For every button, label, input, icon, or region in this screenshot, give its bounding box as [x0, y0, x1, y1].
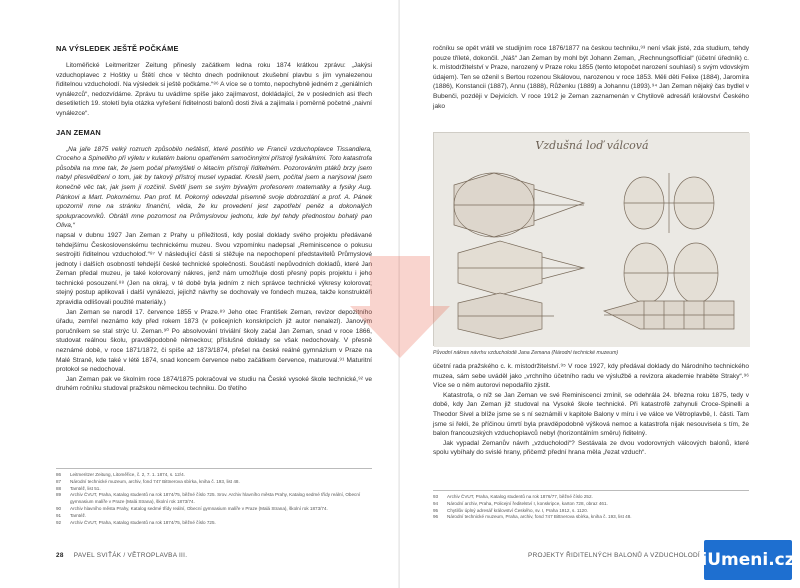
- footnote: 91 Tamtéž.: [56, 512, 87, 518]
- footnotes-left: [56, 468, 372, 526]
- footnote: 96 Národní technické muzeum, Praha, archiv, fond 747 Bittnerova sbírka, kniha č. 193, list 48.: [433, 514, 632, 520]
- page-footer-right: [528, 552, 700, 559]
- airship-drawing-illustration: [434, 133, 750, 347]
- section-title-jan-zeman: JAN ZEMAN: [56, 127, 101, 137]
- left-column: [56, 44, 372, 394]
- paragraph: účetní rada pražského c. k. místodržitelství.⁹⁵ V roce 1927, kdy předával doklady do Národního technického muzea, sám sebe uváděl jako „vrchního účetního radu ve výslužbě a revizora akademie hraběte Straky“.⁹⁶ Více se o něm autorovi nepodařilo zjistit.: [433, 363, 749, 390]
- brand-logo[interactable]: iUmeni.cz: [704, 540, 792, 580]
- right-column-top: [433, 44, 749, 111]
- paragraph: Jak vypadal Zemanův návrh „vzducholodi“? Sestávala ze dvou vodorovných válcových balonů, které spolu vybíhaly do svislé hrany, přičemž přední hrana měla „řezat vzduch“.: [433, 439, 749, 457]
- footnotes-right: [433, 490, 749, 521]
- section-title-na-vysledek: NA VÝSLEDEK JEŠTĚ POČKÁME: [56, 44, 179, 53]
- footnote: 87 Národní technické muzeum, archiv, fond 747 Bittnerova sbírka, kniha č. 193, list 48.: [56, 478, 240, 484]
- paragraph: Jan Zeman se narodil 17. července 1855 v Praze.⁸⁹ Jeho otec František Zeman, revizor depozitního úřadu, zemřel neznámo kdy před rokem 1873 (v policejních konskripcích již autor nenalezl). Janovým poručníkem se stal strýc U. Zeman.⁹⁰ Po absolvování triviální školy začal Jan Zeman, snad v roce 1866, studovat reálnou školu, pravděpodobně německou; příslušné doklady se však nedochovaly. V přesně neznámé době, v roce 1871/1872, či spíše až 1873/1874, přešel na české reálné gymnázium v Praze na Malé Straně, kde také v létě 1874, snad koncem července nebo začátkem července, maturoval.⁹¹ Maturitní protokol se nedochoval.: [56, 308, 372, 374]
- footnote: 94 Národní archiv, Praha, Policejní ředitelství I, konskripce, karton 728, obraz 461.: [433, 500, 608, 506]
- footnote: 89 Archiv ČVUT, Praha, Katalog studentů na rok 1874/75, běžné číslo 725. Srov. Archiv hlavního města Prahy, Katalog sedmé třídy reální, Obecní gymnasium malíře v Praze (Malá Strana), školní rok 1873/74.: [56, 492, 361, 505]
- page-number: 28: [56, 552, 64, 559]
- paragraph: Katastrofa, o níž se Jan Zeman ve své Reminiscenci zmínil, se odehrála 24. března roku 1875, tedy v době, kdy Jan Zeman již studoval na Vysoké škole technické. Při katastrofě zahynuli Croce-Spinelli a Theodor Sivel a blíže jsme se s ní seznámili v kapitole Balony v míru i ve válce ve Větroplavbě, I. části. Tam jsme si řekli, že příčinou úmrtí byla pravděpodobně výšková nemoc a katastrofa nijak nesouvisela s tím, že balon francouzských vzduchoplavců nebyl (horizontálním směru) řiditelný.: [433, 391, 749, 438]
- figure-title: Vzdušná loď válcová: [535, 139, 649, 152]
- footnote: 88 Tamtéž, list 51.: [56, 485, 101, 491]
- paragraph: Litoměřické Leitmeritzer Zeitung přinesly začátkem ledna roku 1874 krátkou zprávu: „Jakýsi vzduchoplavec z Hoštky u Štětí chce v těchto dnech podniknout zkušební plavbu s jím vynalezenou řiditelnou vzducholodí. Na výsledek si ještě počkáme.“⁸⁶ A více se o tomto, nepochybně jedném z „geniálních vynálezců“, nedozvídáme. Zprávu tu uvádíme spíše jako zajímavost, dokládající, že v posledních asi třech desetiletích 19. století byla otázka vyřešení řiditelnosti balonů dosti živá a zajímala i poměrně početné „naivní vynálezce“.: [56, 62, 372, 117]
- footnote: 95 Chytilův úplný adresář království Českého, sv. I, Praha 1912, s. 1120.: [433, 507, 589, 513]
- paragraph: ročníku se opět vrátil ve studijním roce 1876/1877 na českou techniku,⁹³ není však jisté, zda studium, tehdy pouze tříleté, dokončil. „Náš“ Jan Zeman by mohl být Johann Zeman, „Rechnungsofficial“ (účetní úředník) c. k. místodržitelství v Praze, narozený v Praze roku 1855 (tento letopočet narození souhlasí) s svým vdovským údajem). Ten se oženil s Bertou rozenou Skálovou, narozenou v roce 1853. Měli děti Felixe (1884), Jaromíra (1886), Konstancii (1887), Annu (1888), Růženku (1889) a Johannu (1893).⁹⁴ Jan Zeman nějaký čas bydlel v Bubenči, později v Dejvicích. V roce 1912 je Zeman zaznamenán v Chytilově adresáři království Českého jako: [433, 45, 749, 110]
- figure-caption: Původní nákres návrhu vzducholodě Jana Zemana (Národní technické muzeum): [433, 350, 619, 356]
- quote-paragraph: „Na jaře 1875 velký rozruch způsobilo neštěstí, které postihlo ve Francii vzduchoplavce Tissandiera, Croceho a Spinelliho při výletu v kulatém balonu opatřeném samočinnými přístroji fysikálními. Toto katastrofa působila na mne tak, že jsem počal přemýšleti o létacím přístroji řiditelném. Pozorováním ptáků brzy jsem nabyl přesvědčení o tom, jak by takový přístroj musel vypadat. Kreslil jsem, počítal jsem a narýsoval jsem konečně věc tak, jak jsem ji rozčinil. Světlí jsem se svým bývalým profesorem matematiky a fysiky Aug. Pánkovi a Mart. Pokornému. Pan prof. M. Pokorný odevzdal písemně svoje dobrozdání a prof. A. Pánek upozornil mne na stránku finanční, věda, že ku provedení jest zapotřebí peněz a dokonalých spolupracovníků. Obrátil mne pozornost na Průmyslovou jednotu, kde byl tehdy přednostou bohatý pan Oliva,“: [56, 145, 372, 230]
- airship-drawing-figure: [433, 132, 749, 346]
- running-head: PROJEKTY ŘIDITELNÝCH BALONŮ A VZDUCHOLODÍ: [528, 552, 700, 559]
- footnote: 90 Archiv hlavního města Prahy, Katalog sedmé třídy reální, Obecní gymnasium malíře v Praze (Malá Strana), školní rok 1873/74.: [56, 505, 328, 511]
- footnote: 93 Archiv ČVUT, Praha, Katalog studentů na rok 1876/77, běžné číslo 252.: [433, 494, 593, 499]
- paragraph: Jan Zeman pak ve školním roce 1874/1875 pokračoval ve studiu na České vysoké škole technické,⁹² ve druhém ročníku studoval pražskou německou techniku. Do třetího: [56, 375, 372, 393]
- footnote: 86 Leitmeritzer Zeitung, Litoměřice, č. 2, 7. 1. 1874, s. 12/4.: [56, 472, 185, 477]
- footnote: 92 Archiv ČVUT, Praha, Katalog studentů na rok 1874/75, běžné číslo 725.: [56, 519, 216, 525]
- right-column-bottom: [433, 362, 749, 458]
- running-head: PAVEL SVIŤÁK / VĚTROPLAVBA III.: [73, 552, 188, 559]
- paragraph: napsal v dubnu 1927 Jan Zeman z Prahy u příležitosti, kdy poslal doklady svého projektu předávané tehdejšímu Československému technickému muzeu. Svou vzpomínku nadepsal „Reminiscence o pokusu sestrojiti řiditelnou vzducholoď.“⁸⁷ V následující části si stěžuje na nepochopení představitelů Průmyslové jednoty i dalších osobností tehdejší české technické společnosti. Součástí nepůvodních dokladů, které Jan Zeman předal muzeu, je také kolorovaný nákres, jenž nám umožňuje dosti přesný popis projektu i jeho technické posouzení.⁸⁸ (Jen na okraj, v té době byla jedním z nich správce technické výkresy kolorovat; stejný postup aplikovali i další vynálezci, jejichž návrhy se dochovaly ve fondech muzea, takže konstruktéři zpravidla odlišovali použité materiály.): [56, 231, 372, 307]
- page-footer-left: [56, 552, 187, 559]
